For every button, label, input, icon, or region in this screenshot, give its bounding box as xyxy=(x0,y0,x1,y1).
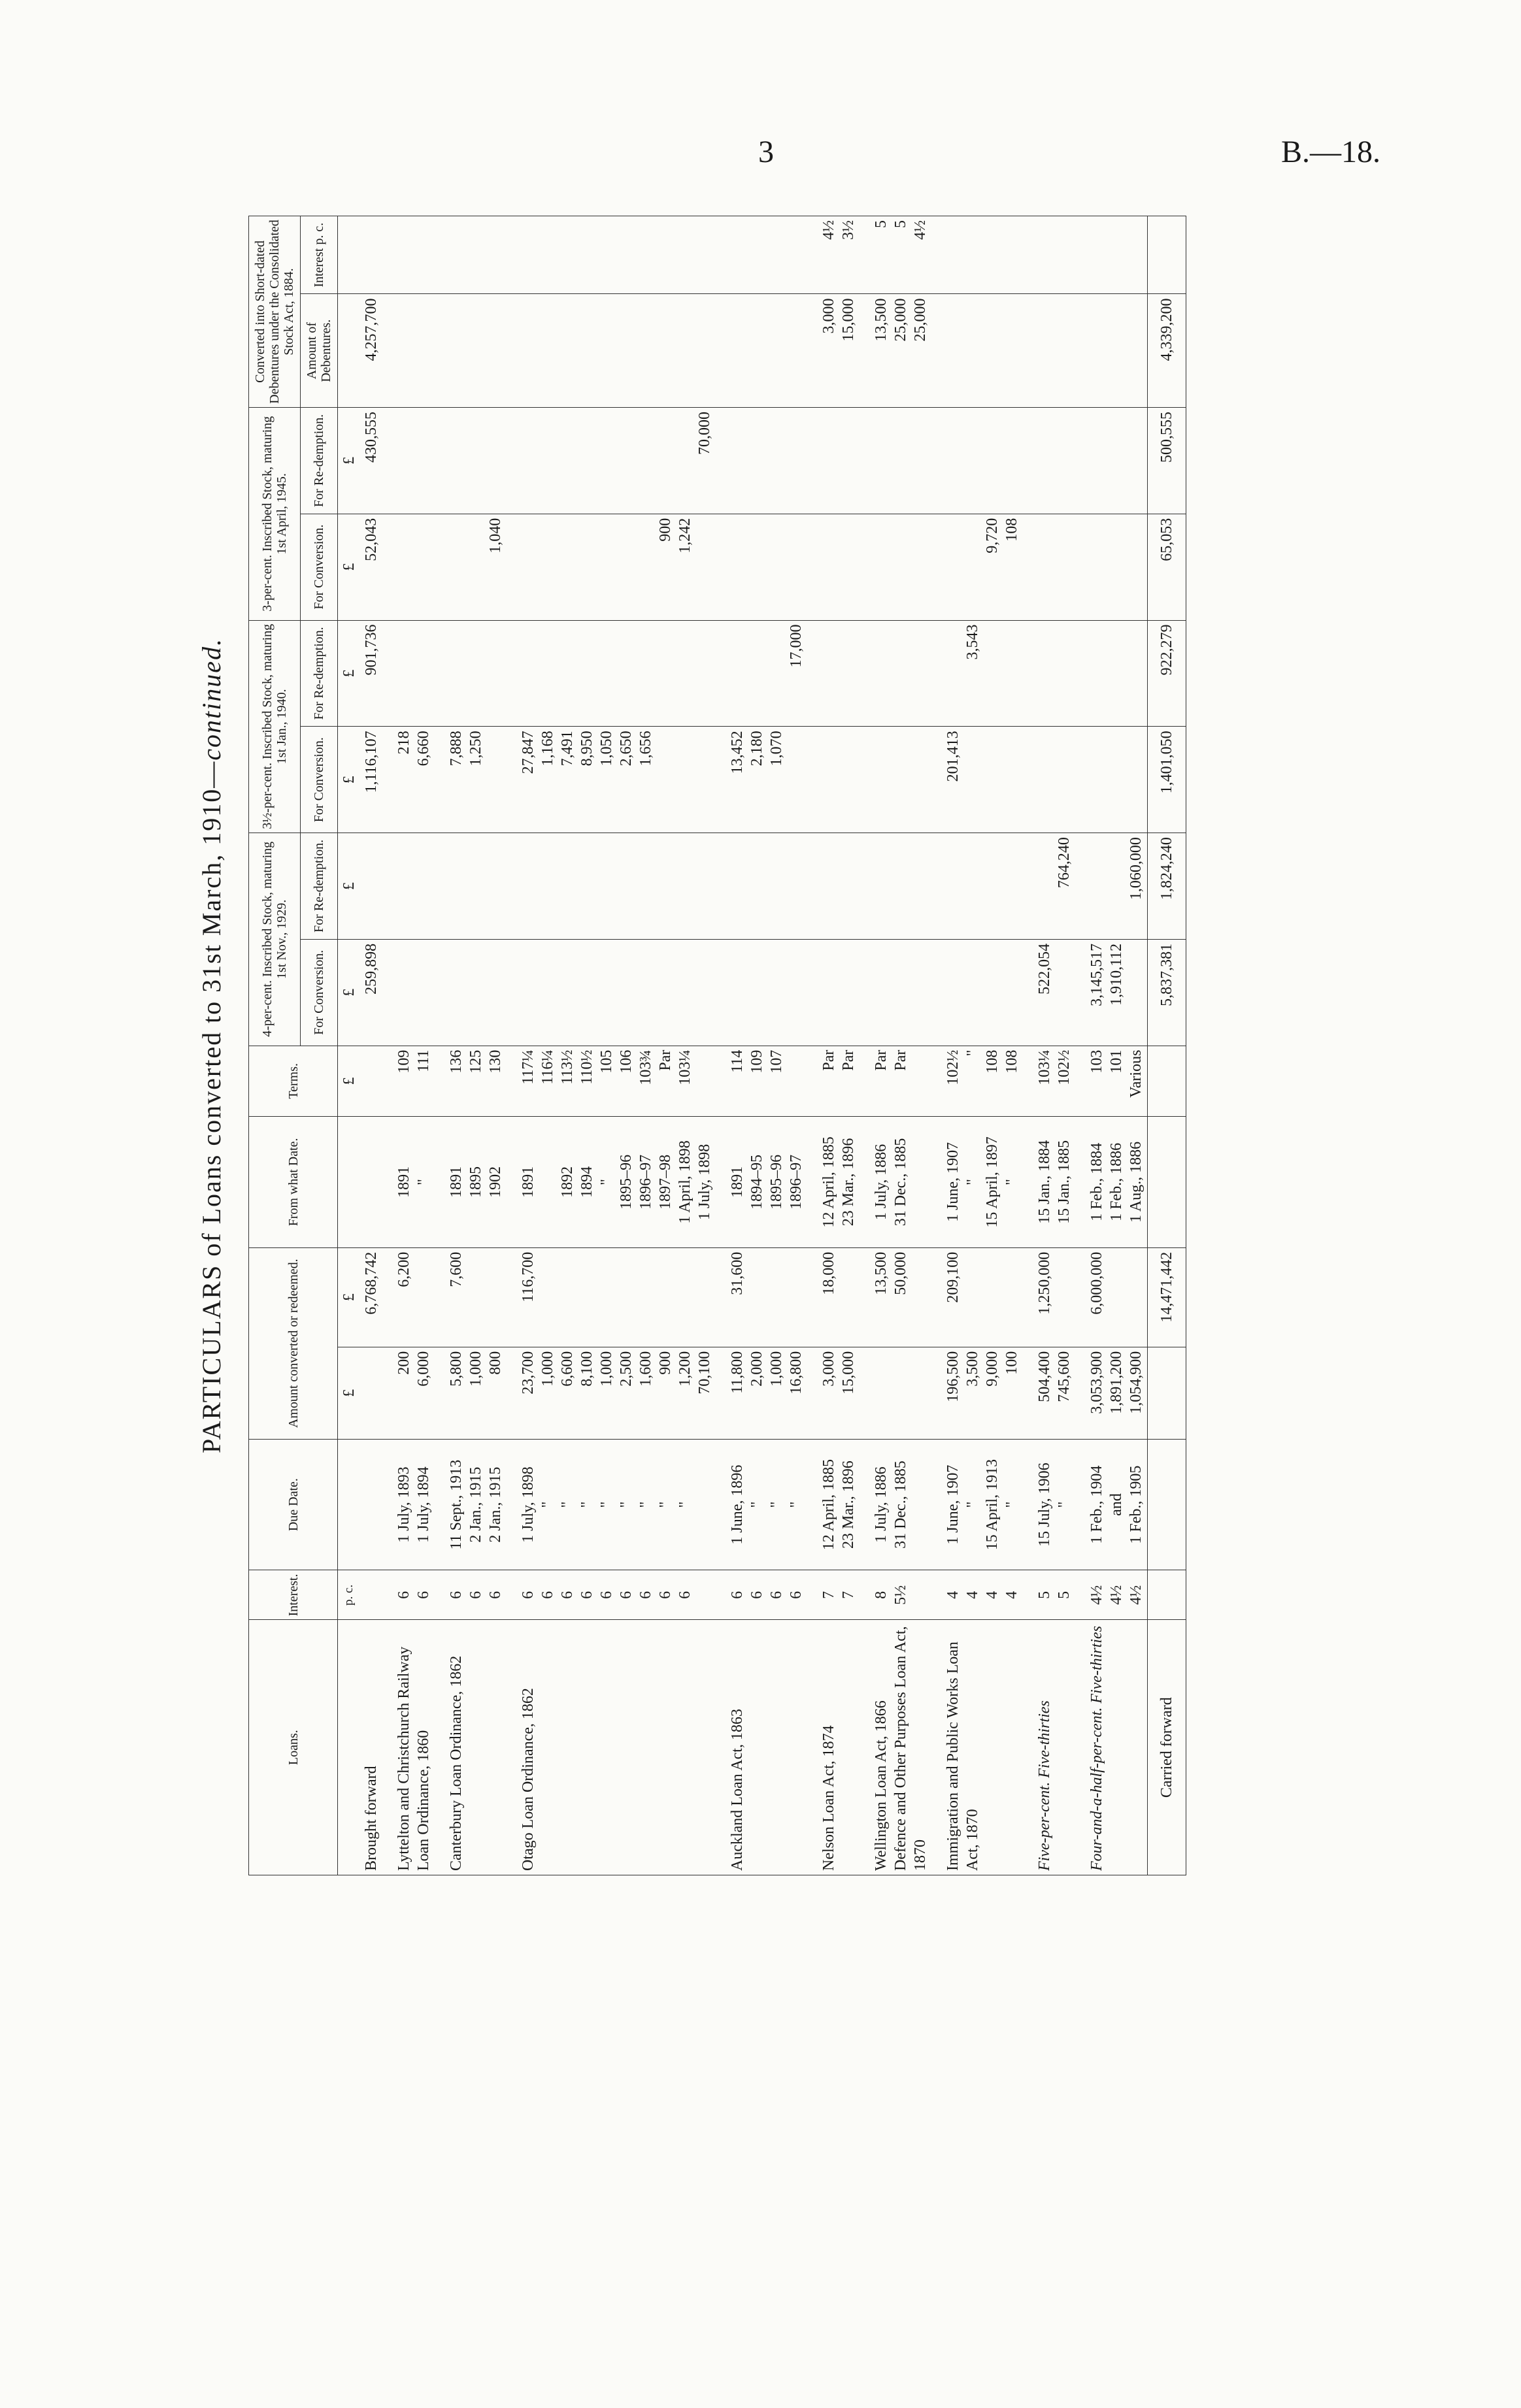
col-3pc-conversion: For Conversion. xyxy=(301,514,338,620)
unit-pc: p. c. xyxy=(338,1570,361,1620)
debenture-interest xyxy=(931,216,1023,294)
col-amount: Amount converted or redeemed. xyxy=(249,1247,338,1439)
loans-table-sheet xyxy=(196,216,1320,1875)
from-date: 1891 1895 1902 xyxy=(435,1117,507,1248)
from-date: 1891 " xyxy=(382,1117,435,1248)
conv-35pc: 1,116,107 xyxy=(360,727,382,833)
col-35pc-conversion: For Conversion. xyxy=(301,727,338,833)
page-title: PARTICULARS of Loans converted to 31st March, 1910—continued. xyxy=(197,638,226,1453)
loan-name: Five-per-cent. Five-thirties xyxy=(1023,1620,1075,1875)
debenture-interest: 4½ 3½ xyxy=(807,216,860,294)
red-35pc: 3,543 xyxy=(931,620,1023,727)
conv-3pc xyxy=(1023,514,1075,620)
red-3pc xyxy=(807,408,860,514)
conv-35pc: 201,413 xyxy=(931,727,1023,833)
from-date: 1891 1892 1894 " 1895–96 1896–97 1897–98 1 April, 1898 1 July, 1898 xyxy=(507,1117,716,1248)
amount-total: 1,250,000 xyxy=(1023,1247,1075,1347)
red-35pc xyxy=(1075,620,1148,727)
terms: 117¼ 116¼ 113½ 110½ 105 106 103¾ Par 103¼ xyxy=(507,1046,716,1117)
group-3pc: 3-per-cent. Inscribed Stock, maturing 1st April, 1945. xyxy=(249,408,301,621)
unit-pound: £ xyxy=(338,727,361,833)
interest-rate: 6 6 6 6 6 6 6 6 6 xyxy=(507,1570,716,1620)
debentures xyxy=(1075,294,1148,408)
red-4pc xyxy=(435,833,507,940)
debenture-interest xyxy=(1075,216,1148,294)
carried-3pc-conversion: 65,053 xyxy=(1148,514,1186,620)
group-35pc: 3½-per-cent. Inscribed Stock, maturing 1st Jan., 1940. xyxy=(249,620,301,833)
debentures xyxy=(1023,294,1075,408)
conv-4pc: 522,054 xyxy=(1023,939,1075,1046)
table-row xyxy=(931,216,1023,1875)
amount-total: 13,500 50,000 xyxy=(860,1247,931,1347)
unit-pound: £ xyxy=(338,514,361,620)
conv-3pc: 1,040 xyxy=(435,514,507,620)
debenture-interest xyxy=(716,216,807,294)
document-reference: B.—18. xyxy=(1281,135,1381,169)
carried-35pc-conversion: 1,401,050 xyxy=(1148,727,1186,833)
red-4pc xyxy=(807,833,860,940)
red-4pc xyxy=(716,833,807,940)
conv-3pc: 9,720 108 xyxy=(931,514,1023,620)
from-date: 1 June, 1907 " 15 April, 1897 " xyxy=(931,1117,1023,1248)
terms: Par Par xyxy=(807,1046,860,1117)
red-35pc: 901,736 xyxy=(360,620,382,727)
col-35pc-redemption: For Re-demption. xyxy=(301,620,338,727)
loans-table xyxy=(248,216,1186,1875)
conv-4pc xyxy=(860,939,931,1046)
debentures xyxy=(716,294,807,408)
interest-rate: 5 5 xyxy=(1023,1570,1075,1620)
carried-debentures: 4,339,200 xyxy=(1148,294,1186,408)
interest-rate xyxy=(360,1570,382,1620)
header-row-1 xyxy=(249,216,301,1875)
red-3pc xyxy=(1023,408,1075,514)
red-4pc: 1,060,000 xyxy=(1075,833,1148,940)
carried-3pc-redemption: 500,555 xyxy=(1148,408,1186,514)
amount-total: 18,000 xyxy=(807,1247,860,1347)
due-date: 1 Feb., 1904 and 1 Feb., 1905 xyxy=(1075,1439,1148,1570)
group-converted: Converted into Short-dated Debentures under the Consolidated Stock Act, 1884. xyxy=(249,216,301,408)
conv-35pc xyxy=(1023,727,1075,833)
loan-name: Immigration and Public Works Loan Act, 1870 xyxy=(931,1620,1023,1875)
conv-35pc: 13,452 2,180 1,070 xyxy=(716,727,807,833)
amount-part: 5,800 1,000 800 xyxy=(435,1347,507,1439)
debenture-interest xyxy=(382,216,435,294)
debenture-interest xyxy=(507,216,716,294)
red-35pc xyxy=(1023,620,1075,727)
unit-pound: £ xyxy=(338,1347,361,1439)
debentures: 13,500 25,000 25,000 xyxy=(860,294,931,408)
from-date: 1 Feb., 1884 1 Feb., 1886 1 Aug., 1886 xyxy=(1075,1117,1148,1248)
col-3pc-redemption: For Re-demption. xyxy=(301,408,338,514)
red-3pc xyxy=(1075,408,1148,514)
conv-35pc: 7,888 1,250 xyxy=(435,727,507,833)
loan-name: Canterbury Loan Ordinance, 1862 xyxy=(435,1620,507,1875)
conv-3pc xyxy=(382,514,435,620)
due-date: 12 April, 1885 23 Mar., 1896 xyxy=(807,1439,860,1570)
debentures xyxy=(435,294,507,408)
table-row xyxy=(382,216,435,1875)
interest-rate: 7 7 xyxy=(807,1570,860,1620)
carried-35pc-redemption: 922,279 xyxy=(1148,620,1186,727)
col-4pc-conversion: For Conversion. xyxy=(301,939,338,1046)
debenture-interest xyxy=(435,216,507,294)
debentures: 3,000 15,000 xyxy=(807,294,860,408)
loan-name: Lyttelton and Christchurch Railway Loan Ordinance, 1860 xyxy=(382,1620,435,1875)
terms xyxy=(360,1046,382,1117)
carried-forward-row xyxy=(1148,216,1186,1875)
red-3pc xyxy=(382,408,435,514)
terms: 103 101 Various xyxy=(1075,1046,1148,1117)
amount-part: 3,053,900 1,891,200 1,054,900 xyxy=(1075,1347,1148,1439)
red-35pc xyxy=(807,620,860,727)
red-35pc xyxy=(435,620,507,727)
table-row xyxy=(1023,216,1075,1875)
amount-part xyxy=(360,1347,382,1439)
col-terms: Terms. xyxy=(249,1046,338,1117)
red-35pc xyxy=(382,620,435,727)
col-from-date: From what Date. xyxy=(249,1117,338,1248)
red-3pc: 430,555 xyxy=(360,408,382,514)
table-row xyxy=(507,216,716,1875)
red-4pc: 764,240 xyxy=(1023,833,1075,940)
conv-4pc xyxy=(716,939,807,1046)
conv-3pc xyxy=(807,514,860,620)
conv-3pc xyxy=(860,514,931,620)
conv-3pc: 52,043 xyxy=(360,514,382,620)
due-date: 1 July, 1886 31 Dec., 1885 xyxy=(860,1439,931,1570)
due-date xyxy=(360,1439,382,1570)
interest-rate: 4 4 4 4 xyxy=(931,1570,1023,1620)
terms: 109 111 xyxy=(382,1046,435,1117)
due-date: 1 July, 1898 " " " " " " " " xyxy=(507,1439,716,1570)
carried-label: Carried forward xyxy=(1148,1620,1186,1875)
conv-3pc xyxy=(1075,514,1148,620)
due-date: 15 July, 1906 " xyxy=(1023,1439,1075,1570)
col-debentures-interest: Interest p. c. xyxy=(301,216,338,294)
carried-4pc-redemption: 1,824,240 xyxy=(1148,833,1186,940)
red-3pc: 70,000 xyxy=(507,408,716,514)
due-date: 11 Sept., 1913 2 Jan., 1915 2 Jan., 1915 xyxy=(435,1439,507,1570)
due-date: 1 July, 1893 1 July, 1894 xyxy=(382,1439,435,1570)
loan-name: Otago Loan Ordinance, 1862 xyxy=(507,1620,716,1875)
amount-part: 504,400 745,600 xyxy=(1023,1347,1075,1439)
amount-total: 209,100 xyxy=(931,1247,1023,1347)
loan-name: Wellington Loan Act, 1866 Defence and Other Purposes Loan Act, 1870 xyxy=(860,1620,931,1875)
conv-4pc xyxy=(507,939,716,1046)
amount-part: 3,000 15,000 xyxy=(807,1347,860,1439)
debentures xyxy=(382,294,435,408)
interest-rate: 6 6 xyxy=(382,1570,435,1620)
carried-amount: 14,471,442 xyxy=(1148,1247,1186,1347)
conv-35pc: 218 6,660 xyxy=(382,727,435,833)
from-date: 15 Jan., 1884 15 Jan., 1885 xyxy=(1023,1117,1075,1248)
conv-4pc xyxy=(382,939,435,1046)
conv-4pc: 3,145,517 1,910,112 xyxy=(1075,939,1148,1046)
conv-4pc xyxy=(435,939,507,1046)
table-row xyxy=(1075,216,1148,1875)
conv-4pc xyxy=(807,939,860,1046)
amount-total: 7,600 xyxy=(435,1247,507,1347)
interest-rate: 8 5½ xyxy=(860,1570,931,1620)
terms: Par Par xyxy=(860,1046,931,1117)
col-interest: Interest. xyxy=(249,1570,338,1620)
from-date: 1891 1894–95 1895–96 1896–97 xyxy=(716,1117,807,1248)
interest-rate: 6 6 6 6 xyxy=(716,1570,807,1620)
red-35pc: 17,000 xyxy=(716,620,807,727)
amount-part: 200 6,000 xyxy=(382,1347,435,1439)
table-row xyxy=(860,216,931,1875)
amount-total: 6,200 xyxy=(382,1247,435,1347)
amount-part: 23,700 1,000 6,600 8,100 1,000 2,500 1,600 900 1,200 70,100 xyxy=(507,1347,716,1439)
terms: 136 125 130 xyxy=(435,1046,507,1117)
conv-35pc xyxy=(860,727,931,833)
red-3pc xyxy=(716,408,807,514)
unit-pound: £ xyxy=(338,833,361,940)
amount-total: 6,768,742 xyxy=(360,1247,382,1347)
col-4pc-redemption: For Re-demption. xyxy=(301,833,338,940)
conv-35pc xyxy=(807,727,860,833)
conv-3pc: 900 1,242 xyxy=(507,514,716,620)
debenture-interest xyxy=(360,216,382,294)
col-loans: Loans. xyxy=(249,1620,338,1875)
loan-name: Auckland Loan Act, 1863 xyxy=(716,1620,807,1875)
from-date: 1 July, 1886 31 Dec., 1885 xyxy=(860,1117,931,1248)
loan-name: Brought forward xyxy=(360,1620,382,1875)
unit-pound: £ xyxy=(338,939,361,1046)
amount-total: 6,000,000 xyxy=(1075,1247,1148,1347)
conv-4pc: 259,898 xyxy=(360,939,382,1046)
red-4pc xyxy=(360,833,382,940)
unit-pound: £ xyxy=(338,408,361,514)
red-35pc xyxy=(507,620,716,727)
red-4pc xyxy=(860,833,931,940)
terms: 114 109 107 xyxy=(716,1046,807,1117)
red-4pc xyxy=(507,833,716,940)
unit-pound: £ xyxy=(338,620,361,727)
table-row xyxy=(360,216,382,1875)
col-due-date: Due Date. xyxy=(249,1439,338,1570)
group-4pc: 4-per-cent. Inscribed Stock, maturing 1st Nov., 1929. xyxy=(249,833,301,1046)
table-row xyxy=(807,216,860,1875)
due-date: 1 June, 1896 " " " xyxy=(716,1439,807,1570)
col-debentures-amount: Amount of Debentures. xyxy=(301,294,338,408)
red-4pc xyxy=(931,833,1023,940)
interest-rate: 6 6 6 xyxy=(435,1570,507,1620)
amount-total: 116,700 xyxy=(507,1247,716,1347)
debentures xyxy=(931,294,1023,408)
red-3pc xyxy=(860,408,931,514)
unit-pound: £ xyxy=(338,1046,361,1117)
red-35pc xyxy=(860,620,931,727)
loan-name: Four-and-a-half-per-cent. Five-thirties xyxy=(1075,1620,1148,1875)
terms: 102½ " 108 108 xyxy=(931,1046,1023,1117)
carried-4pc-conversion: 5,837,381 xyxy=(1148,939,1186,1046)
page-number: 3 xyxy=(758,135,774,169)
amount-part: 196,500 3,500 9,000 100 xyxy=(931,1347,1023,1439)
amount-part: 11,800 2,000 1,000 16,800 xyxy=(716,1347,807,1439)
amount-total: 31,600 xyxy=(716,1247,807,1347)
table-row xyxy=(435,216,507,1875)
debenture-interest xyxy=(1023,216,1075,294)
conv-35pc xyxy=(1075,727,1148,833)
from-date: 12 April, 1885 23 Mar., 1896 xyxy=(807,1117,860,1248)
red-4pc xyxy=(382,833,435,940)
loan-name: Nelson Loan Act, 1874 xyxy=(807,1620,860,1875)
red-3pc xyxy=(931,408,1023,514)
interest-rate: 4½ 4½ 4½ xyxy=(1075,1570,1148,1620)
conv-3pc xyxy=(716,514,807,620)
from-date xyxy=(360,1117,382,1248)
due-date: 1 June, 1907 " 15 April, 1913 " xyxy=(931,1439,1023,1570)
debentures: 4,257,700 xyxy=(360,294,382,408)
table-row xyxy=(716,216,807,1875)
conv-35pc: 27,847 1,168 7,491 8,950 1,050 2,650 1,656 xyxy=(507,727,716,833)
debenture-interest: 5 5 4½ xyxy=(860,216,931,294)
unit-pound: £ xyxy=(338,1247,361,1347)
red-3pc xyxy=(435,408,507,514)
terms: 103¼ 102½ xyxy=(1023,1046,1075,1117)
units-row xyxy=(338,216,361,1875)
conv-4pc xyxy=(931,939,1023,1046)
amount-part xyxy=(860,1347,931,1439)
debentures xyxy=(507,294,716,408)
